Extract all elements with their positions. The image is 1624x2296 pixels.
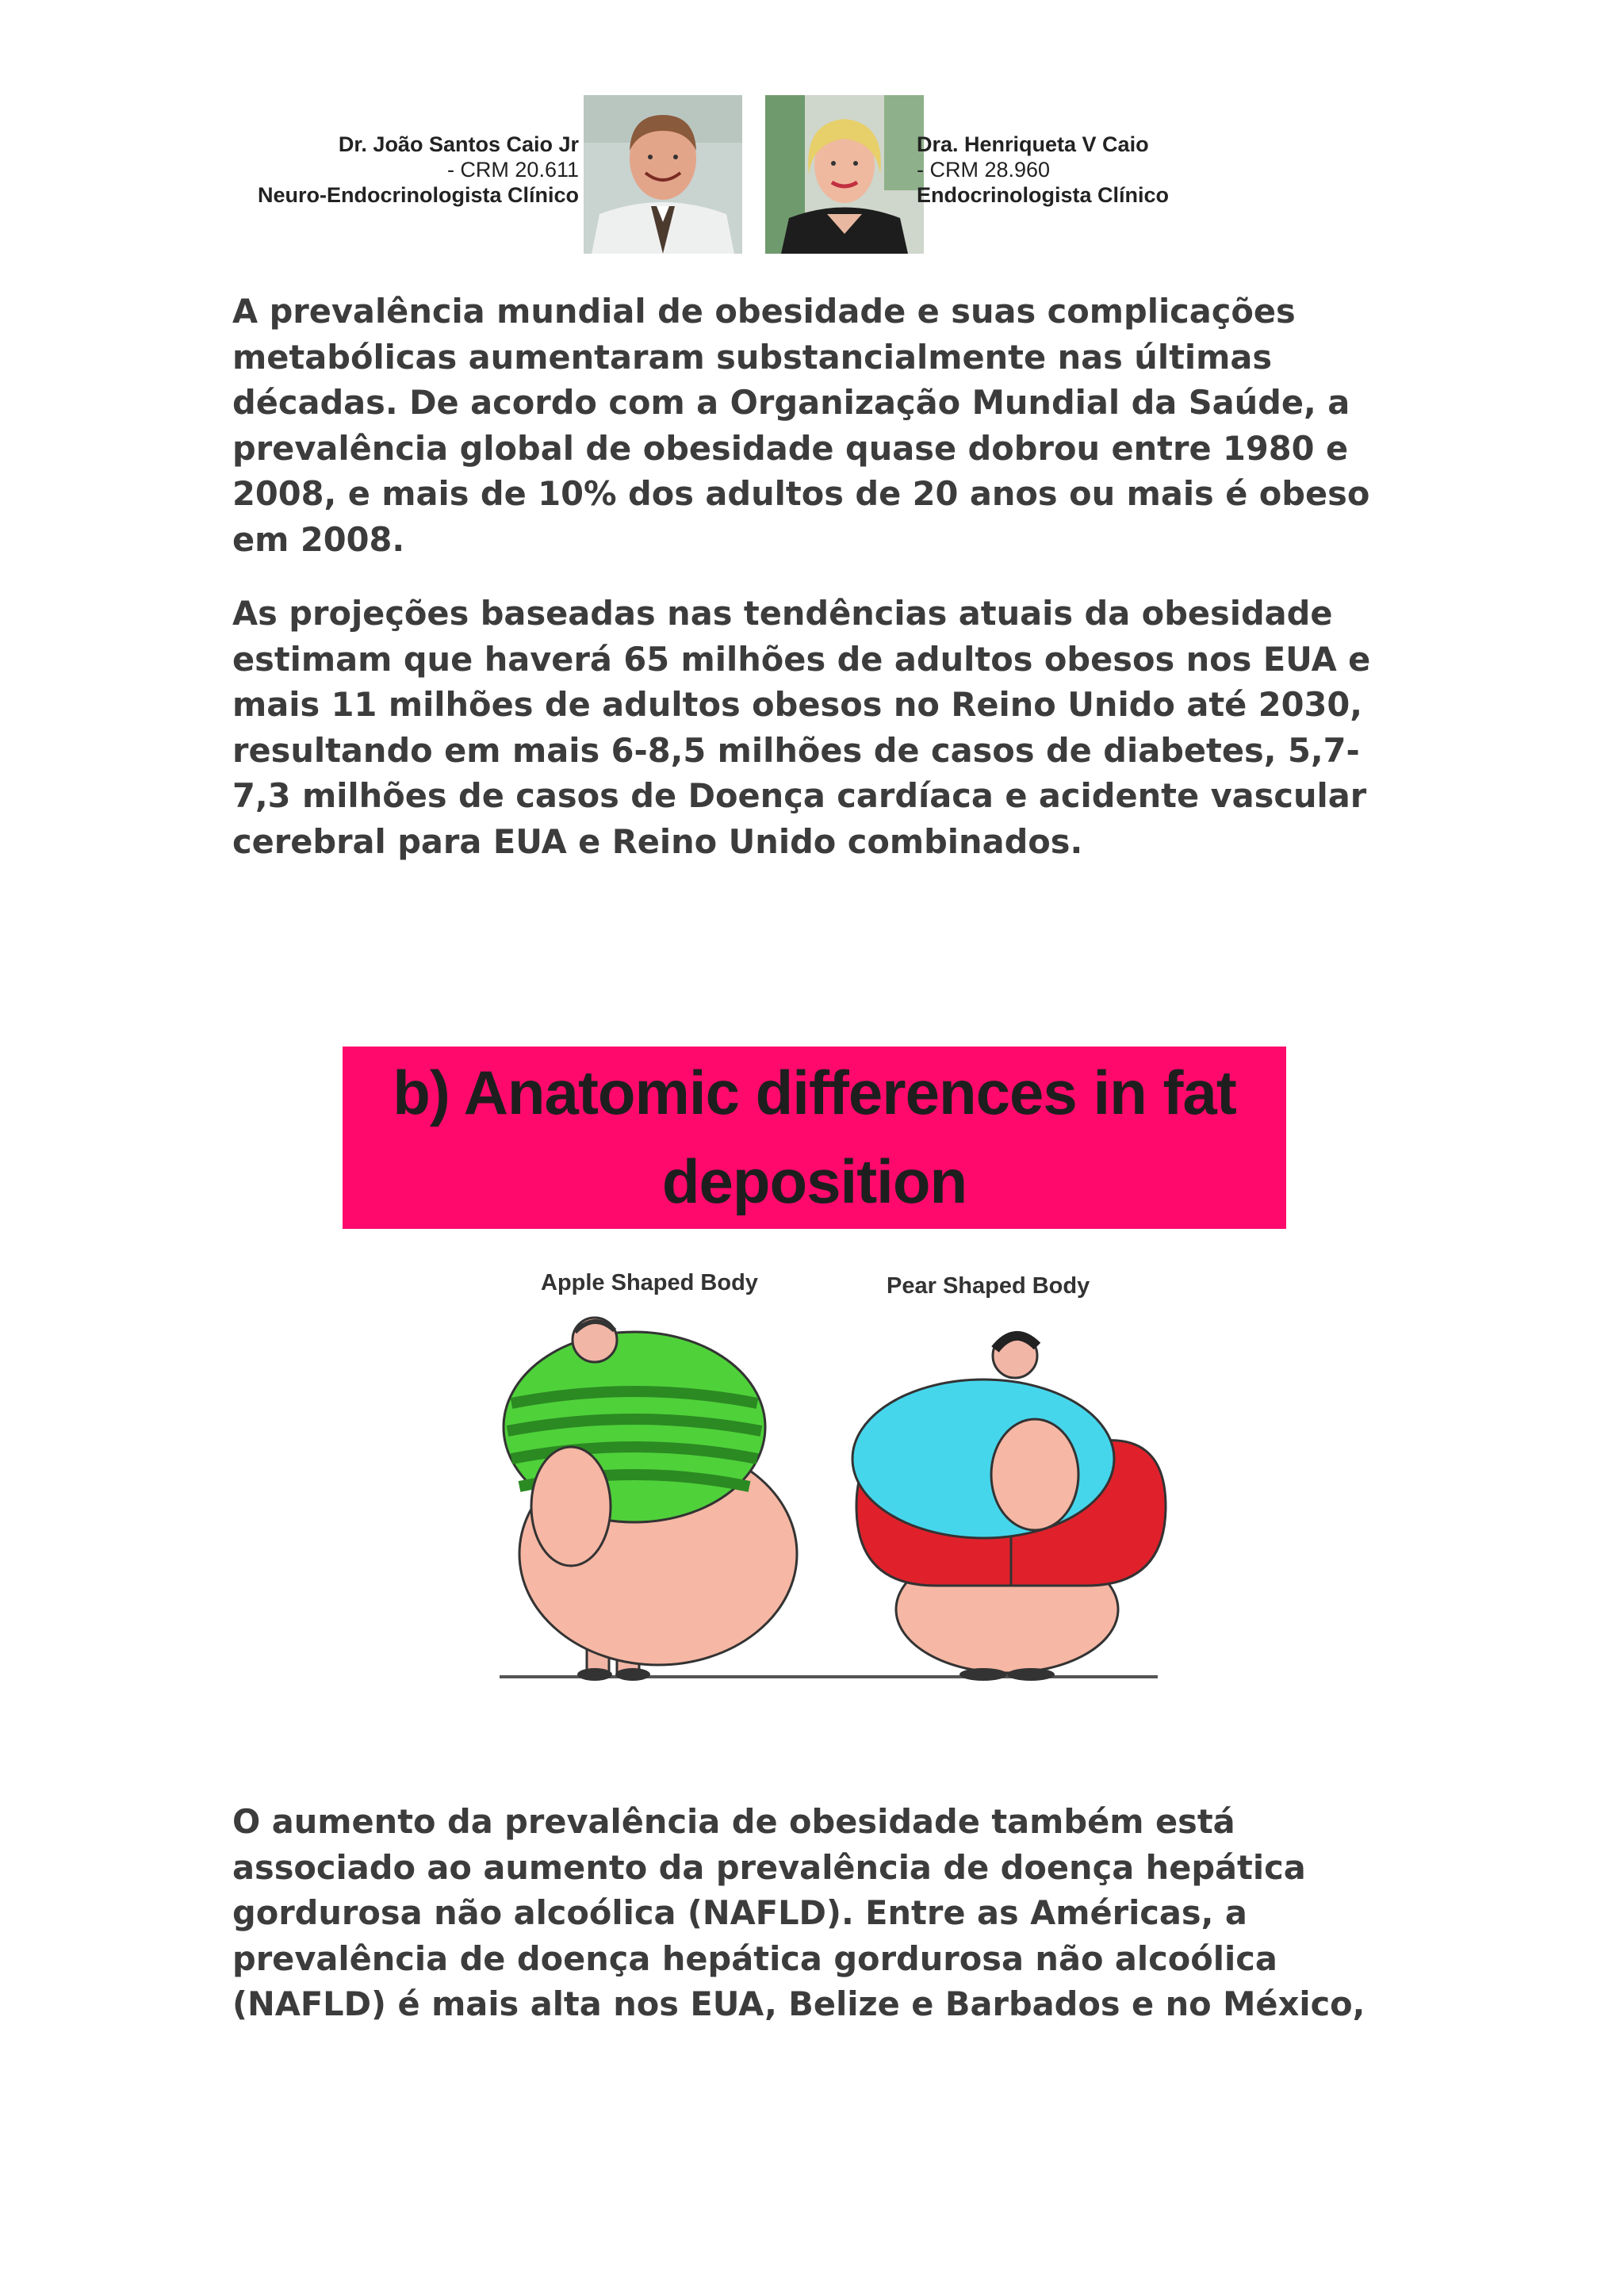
doctor1-photo [584,95,742,254]
paragraph-prevalence: A prevalência mundial de obesidade e suas complicações metabólicas aumentaram substancialmente nas últimas décadas. De acordo com a Organização Mundial da Saúde, a prevalência global de obesidade quase dobrou entre 1980 e 2008, e mais de 10% dos adultos de 20 anos ou mais é obeso em 2008. [232,292,1370,559]
fat-deposition-figure [333,1031,1300,1697]
doctor2-specialty: Endocrinologista Clínico [917,183,1170,207]
pear-body-label: Pear Shaped Body [887,1273,1090,1299]
apple-body-label: Apple Shaped Body [541,1270,758,1295]
apple-shaped-body-figure [504,1318,797,1681]
body-shapes-illustration [333,1031,1300,1697]
doctor1-crm: - CRM 20.611 [446,158,579,182]
pear-shaped-body-figure [852,1334,1166,1681]
doctor2-photo [765,95,924,254]
figure-title-line1: b) Anatomic differences in fat [393,1058,1236,1127]
figure-title-line2: deposition [661,1146,967,1216]
paragraph-projections: As projeções baseadas nas tendências atuais da obesidade estimam que haverá 65 milhões de adultos obesos nos EUA e mais 11 milhões de adultos obesos no Reino Unido até 2030, resultando em mais 6-8,5 milhões de casos de diabetes, 5,7-7,3 milhões de casos de Doença cardíaca e acidente vascular cerebral para EUA e Reino Unido combinados. [232,594,1371,861]
doctor1-credentials [238,132,579,208]
doctor2-name: Dra. Henriqueta V Caio [917,132,1149,156]
doctor1-specialty: Neuro-Endocrinologista Clínico [257,183,579,207]
doctor2-credentials [917,132,1313,208]
paragraph-nafld: O aumento da prevalência de obesidade também está associado ao aumento da prevalência de doença hepática gordurosa não alcoólica (NAFLD). Entre as Américas, a prevalência de doença hepática gordurosa não alcoólica (NAFLD) é mais alta nos EUA, Belize e Barbados e no México, [232,1802,1365,2023]
doctor2-crm: - CRM 28.960 [917,158,1051,182]
doctor1-name: Dr. João Santos Caio Jr [338,132,579,156]
